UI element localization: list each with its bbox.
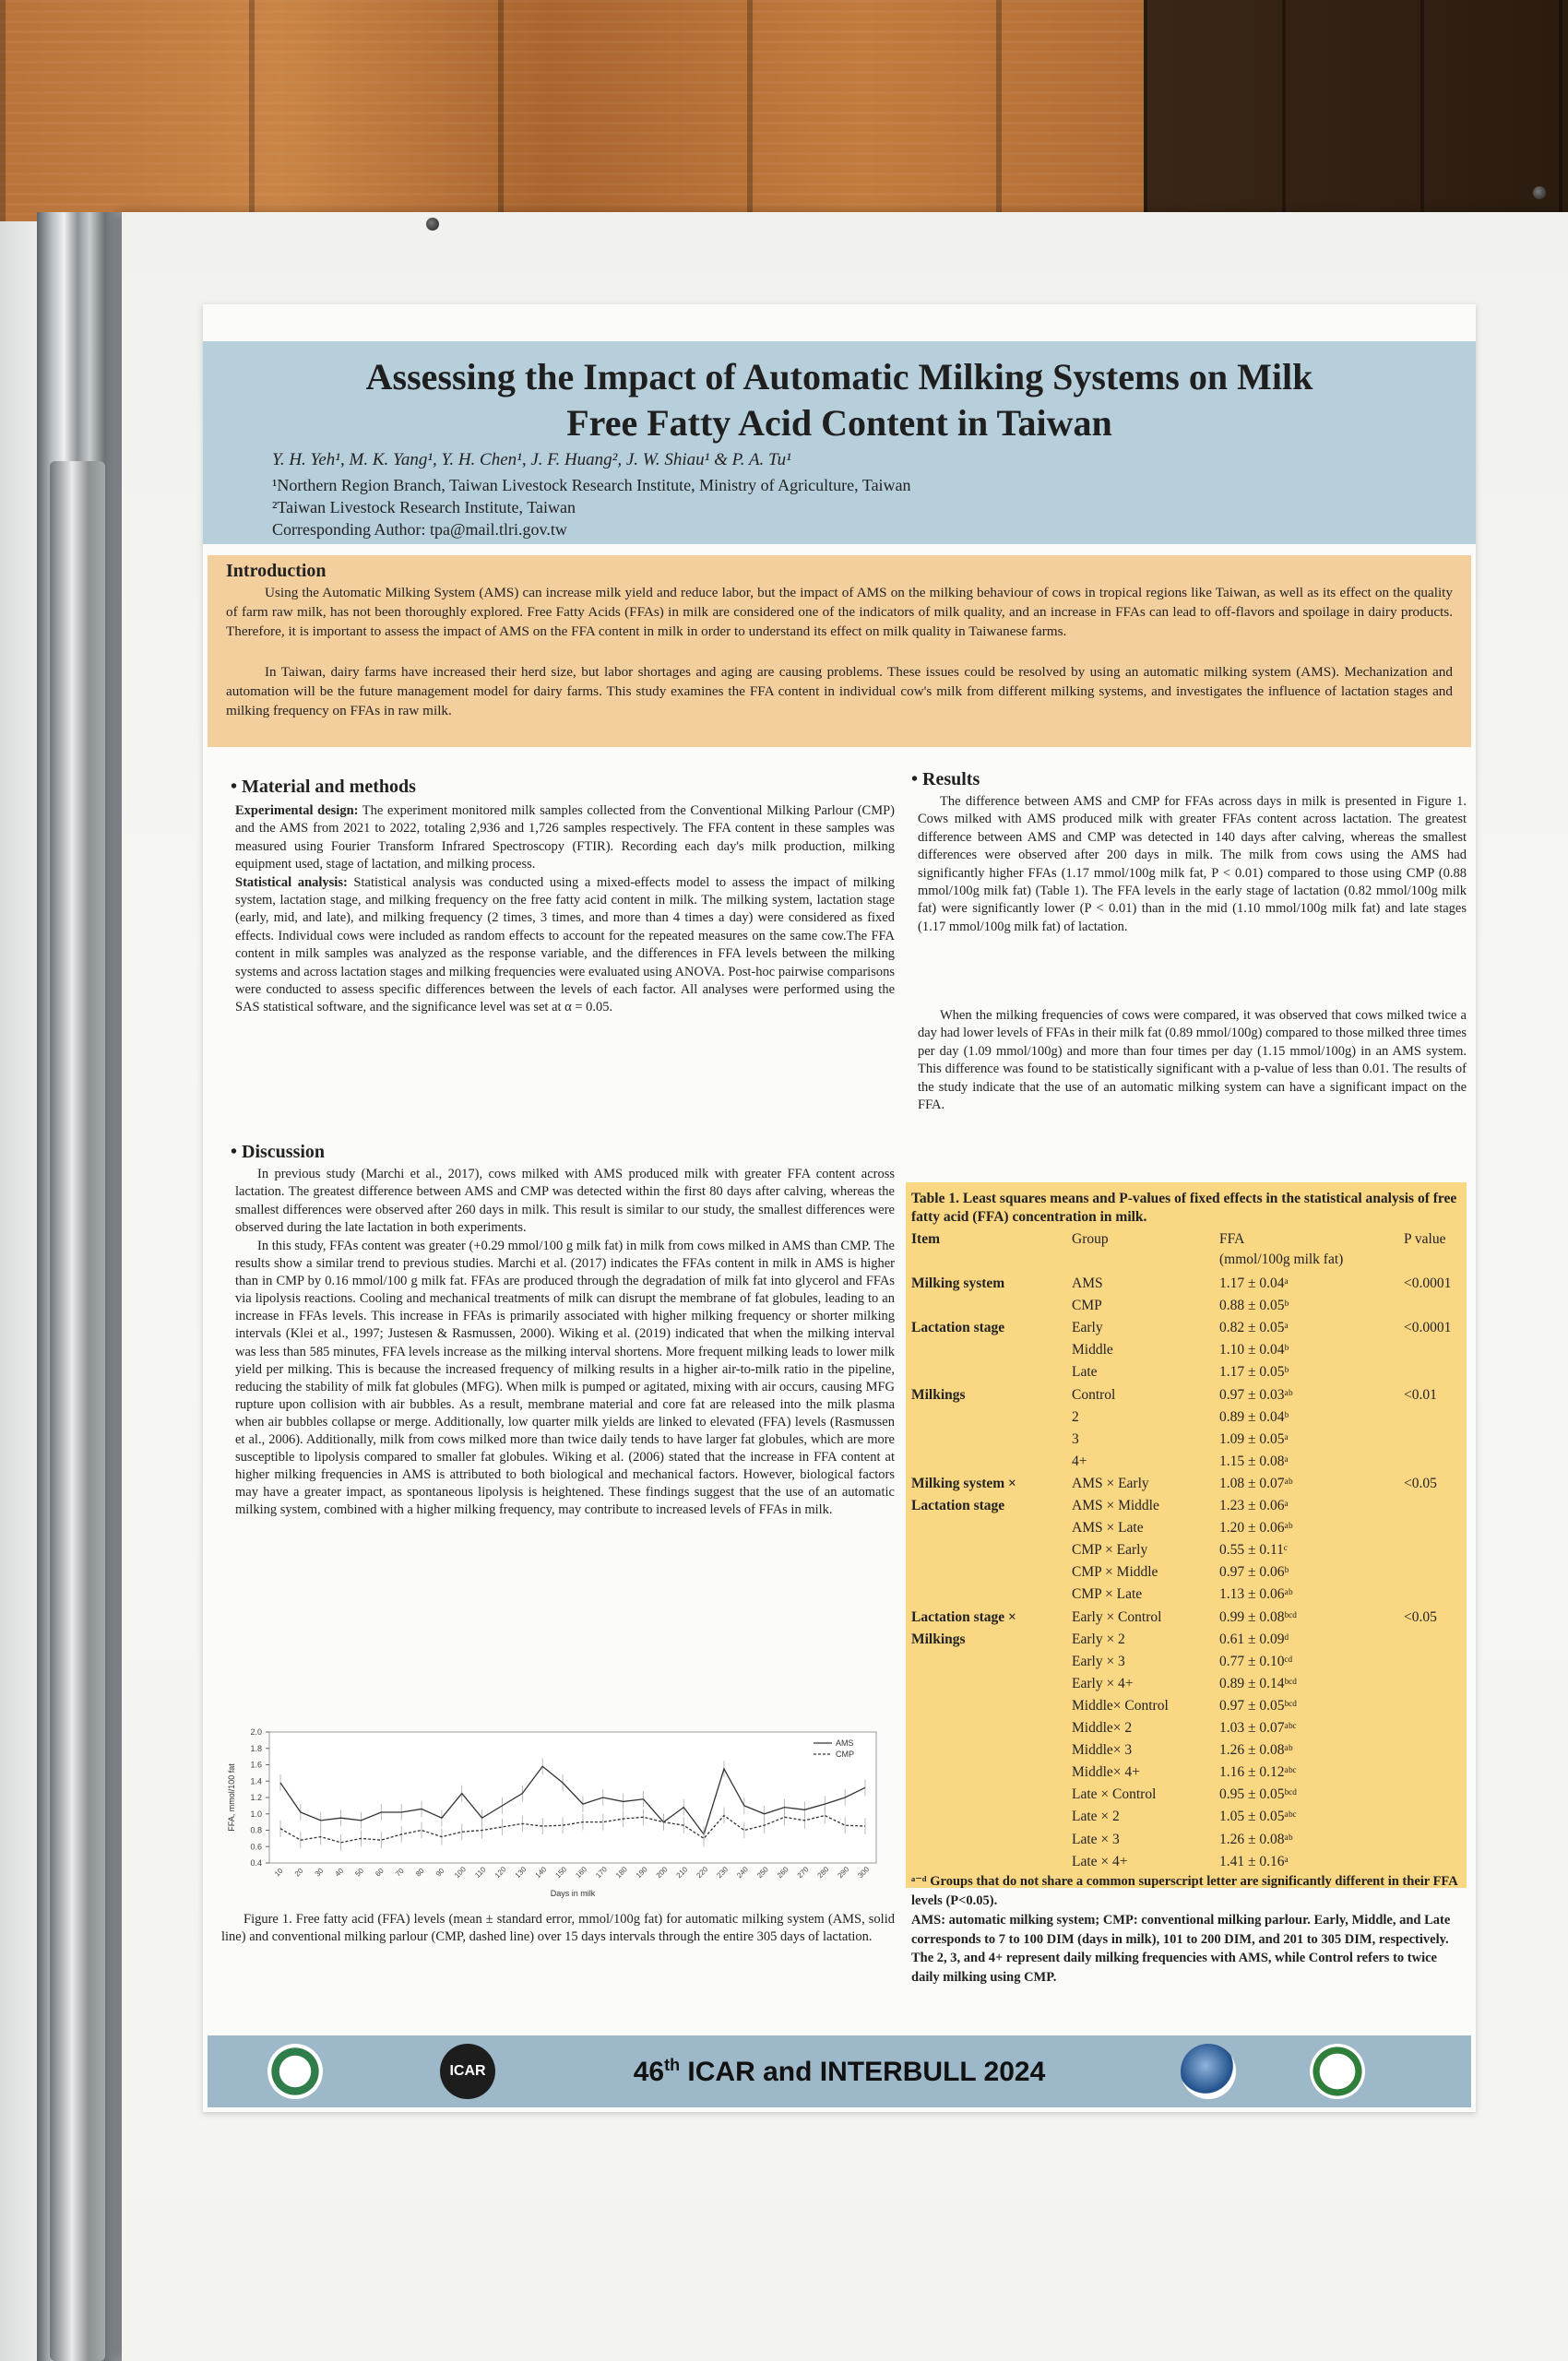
row-ffa: 1.15 ± 0.08ᵃ	[1219, 1453, 1289, 1469]
table-row	[906, 1717, 1467, 1739]
discussion-paragraph-2: In this study, FFAs content was greater (+0.29 mmol/100 g milk fat) in milk from cows milked in AMS than CMP. The results show a similar trend to previous studies. Marchi et al. (2017) indicates the FFAs content in milk in AMS is higher than in CMP by 0.16 mmol/100 g milk fat. FFAs are produced through the degradation of milk fat into glycerol and FFAs via lipolysis reactions. Cooling and mechanical treatments of milk can disrupt the membrane of fat globules, leading to an increase in FFAs levels. This increase in FFAs is primarily associated with higher milking frequency or shorter milking intervals (Klei et al., 1997; Justesen & Rasmussen, 2000). Wiking et al. (2019) indicated that when the milking interval was less than 585 minutes, FFA levels increase as the milking interval shortens. More frequent milking leads to lower milk yield per milking. This is because the increased frequency of milking results in a higher air-to-milk ratio in the pipeline, reducing the stability of milk fat globules (MFG). When milk is pumped or agitated, mixing with air occurs, causing MFG rupture upon collision with air bubbles. As a result, membrane material and core fat are released into the milk plasma when air bubbles collapse or merge. Additionally, low quarter milk yields are linked to elevated (FFA) levels (Rasmussen et al., 2006). Additionally, milk from cows milked more than twice daily tends to have larger fat globules, which are more susceptible to lipolysis compared to smaller fat globules. Wiking et al. (2006) stated that the increase in FFA content at higher milking frequencies in AMS is attributed to both biological and mechanical factors. However, biological factors may have a greater impact, as spontaneous lipolysis is heightened. These findings suggest that the use of an automatic milking system, combined with a higher milking frequency, may contribute to increased levels of FFAs in milk.	[235, 1239, 895, 1518]
introduction-section	[208, 555, 1471, 747]
row-ffa: 0.95 ± 0.05ᵇᶜᵈ	[1219, 1786, 1298, 1803]
row-ffa: 1.09 ± 0.05ᵃ	[1219, 1430, 1289, 1447]
row-p-value: <0.05	[1404, 1608, 1437, 1625]
table-header-unit-row	[906, 1249, 1467, 1271]
figure-caption: Figure 1. Free fatty acid (FFA) levels (mean ± standard error, mmol/100g fat) for automatic milking system (AMS, solid line) and conventional milking parlour (CMP, dashed line) over 15 days intervals through the entire 305 days of lactation.	[221, 1912, 895, 1944]
legend-label: CMP	[836, 1750, 854, 1759]
results-paragraph-2: When the milking frequencies of cows were compared, it was observed that cows milked twice a day had lower levels of FFAs in their milk fat (0.89 mmol/100g) compared to those milked three times per day (1.09 mmol/100g) and more than four times per day (1.15 mmol/100g) in an AMS system. This difference was found to be statistically significant with a p-value of less than 0.01. The results of the study indicate that the use of an automatic milking system can have a significant impact on the FFA.	[918, 1008, 1467, 1113]
table-footnote-1: ᵃ⁻ᵈ Groups that do not share a common superscript letter are significantly different in their FFA levels (P<0.05).	[911, 1874, 1457, 1908]
row-group: Early × 4+	[1072, 1675, 1134, 1691]
table-row	[906, 1695, 1467, 1717]
table-row	[906, 1361, 1467, 1383]
title-line-2: Free Fatty Acid Content in Taiwan	[566, 402, 1112, 444]
introduction-paragraph-2: In Taiwan, dairy farms have increased their herd size, but labor shortages and aging are causing problems. These issues could be resolved by using an automatic milking system (AMS). Mechanization and automation will be the future management model for dairy farms. This study examines the FFA content in individual cow's milk from different milking systems, and investigates the influence of lactation stages and milking frequency on FFAs in raw milk.	[226, 664, 1453, 718]
x-tick-label: 180	[613, 1865, 629, 1880]
row-ffa: 0.61 ± 0.09ᵈ	[1219, 1631, 1289, 1647]
discussion-heading: • Discussion	[231, 1142, 326, 1162]
x-tick-label: 30	[313, 1866, 326, 1879]
row-group: CMP × Late	[1072, 1586, 1143, 1603]
x-tick-label: 300	[856, 1865, 872, 1880]
row-group: AMS	[1072, 1275, 1103, 1291]
x-tick-label: 270	[795, 1865, 811, 1880]
table-row	[906, 1473, 1467, 1495]
row-ffa: 0.82 ± 0.05ᵃ	[1219, 1320, 1289, 1336]
row-ffa: 0.97 ± 0.05ᵇᶜᵈ	[1219, 1697, 1298, 1714]
header-group: Group	[1072, 1231, 1109, 1247]
table-row	[906, 1829, 1467, 1851]
row-p-value: <0.01	[1404, 1386, 1437, 1403]
x-tick-label: 140	[533, 1865, 549, 1880]
row-ffa: 1.10 ± 0.04ᵇ	[1219, 1342, 1289, 1358]
row-ffa: 1.03 ± 0.07ᵃᵇᶜ	[1219, 1720, 1297, 1736]
row-group: Late × 4+	[1072, 1853, 1128, 1869]
row-ffa: 1.08 ± 0.07ᵃᵇ	[1219, 1475, 1293, 1491]
row-group: Middle× 3	[1072, 1742, 1133, 1759]
table-header-row	[906, 1228, 1467, 1251]
table-row	[906, 1517, 1467, 1539]
table-row	[906, 1339, 1467, 1361]
table-row	[906, 1784, 1467, 1806]
stats-label: Statistical analysis:	[235, 874, 348, 890]
conference-number: 46	[633, 2057, 665, 2087]
x-tick-label: 290	[836, 1865, 851, 1880]
figure-1-chart	[221, 1725, 895, 1900]
row-ffa: 1.16 ± 0.12ᵃᵇᶜ	[1219, 1764, 1297, 1781]
row-group: Late × 3	[1072, 1831, 1120, 1847]
title-line-1: Assessing the Impact of Automatic Milking Systems on Milk	[365, 356, 1313, 397]
row-group: Middle	[1072, 1342, 1113, 1358]
table-footnote-2: AMS: automatic milking system; CMP: conventional milking parlour. Early, Middle, and Late corresponds to 7 to 100 DIM (days in milk), 101 to 200 DIM, and 201 to 305 DIM, respectively. The 2, 3, and 4+ represent daily milking frequencies with AMS, while Control refers to twice daily milking using CMP.	[911, 1913, 1451, 1985]
legend-label: AMS	[836, 1738, 854, 1748]
x-tick-label: 160	[574, 1865, 589, 1880]
x-tick-label: 220	[695, 1865, 710, 1880]
row-ffa: 0.89 ± 0.14ᵇᶜᵈ	[1219, 1675, 1298, 1691]
pole-bar	[50, 461, 105, 2361]
table-row	[906, 1806, 1467, 1828]
y-tick-label: 1.0	[250, 1809, 262, 1819]
row-p-value: <0.0001	[1404, 1275, 1452, 1291]
row-group: Late	[1072, 1364, 1098, 1381]
table-row	[906, 1739, 1467, 1762]
row-group: Late × 2	[1072, 1809, 1120, 1825]
table-row	[906, 1762, 1467, 1784]
x-tick-label: 240	[735, 1865, 750, 1880]
header-ffa: FFA	[1219, 1231, 1245, 1247]
x-tick-label: 230	[715, 1865, 731, 1880]
x-tick-label: 10	[272, 1866, 285, 1879]
x-tick-label: 190	[634, 1865, 649, 1880]
icar-logo: ICAR	[440, 2044, 495, 2099]
row-ffa: 1.13 ± 0.06ᵃᵇ	[1219, 1586, 1293, 1603]
row-ffa: 0.88 ± 0.05ᵇ	[1219, 1298, 1289, 1314]
row-ffa: 0.99 ± 0.08ᵇᶜᵈ	[1219, 1608, 1298, 1625]
row-p-value: <0.05	[1404, 1475, 1437, 1491]
row-group: 3	[1072, 1430, 1079, 1447]
table-row	[906, 1607, 1467, 1629]
results-heading: • Results	[911, 769, 980, 789]
row-item: Milking system	[911, 1275, 1005, 1291]
row-ffa: 1.17 ± 0.04ᵃ	[1219, 1275, 1289, 1291]
table-row	[906, 1495, 1467, 1517]
discussion-paragraph-1: In previous study (Marchi et al., 2017), cows milked with AMS produced milk with greater FFA content across lactation. The greatest difference between AMS and CMP was detected within the first 80 days after calving, whereas the smallest differences were observed after 260 days in milk. This result is similar to our study, the smallest differences were observed during the late lactation in both experiments.	[235, 1167, 895, 1236]
x-axis-label: Days in milk	[550, 1889, 596, 1898]
table-row	[906, 1673, 1467, 1695]
x-tick-label: 120	[493, 1865, 508, 1880]
y-tick-label: 1.2	[250, 1793, 262, 1802]
row-ffa: 0.55 ± 0.11ᶜ	[1219, 1542, 1288, 1559]
table-row	[906, 1561, 1467, 1584]
header-p-value: P value	[1404, 1231, 1446, 1247]
row-ffa: 0.97 ± 0.06ᵇ	[1219, 1564, 1289, 1581]
y-tick-label: 1.6	[250, 1760, 262, 1770]
methods-heading: • Material and methods	[231, 777, 416, 797]
x-tick-label: 40	[333, 1866, 346, 1879]
table-1	[906, 1182, 1467, 1985]
x-tick-label: 90	[434, 1866, 446, 1879]
row-group: Late × Control	[1072, 1786, 1157, 1803]
row-ffa: 0.89 ± 0.04ᵇ	[1219, 1408, 1289, 1425]
corresponding-author: Corresponding Author: tpa@mail.tlri.gov.tw	[272, 520, 567, 539]
pin	[1533, 186, 1546, 199]
row-group: AMS × Late	[1072, 1520, 1144, 1536]
row-ffa: 0.97 ± 0.03ᵃᵇ	[1219, 1386, 1293, 1403]
row-ffa: 1.26 ± 0.08ᵃᵇ	[1219, 1831, 1293, 1847]
row-ffa: 1.17 ± 0.05ᵇ	[1219, 1364, 1289, 1381]
row-ffa: 1.05 ± 0.05ᵃᵇᶜ	[1219, 1809, 1297, 1825]
row-group: 4+	[1072, 1453, 1087, 1469]
design-text: The experiment monitored milk samples collected from the Conventional Milking Parlour (CMP) and the AMS from 2021 to 2022, totaling 2,936 and 1,726 samples respectively. The FFA content in these samples was measured using Fourier Transform Infrared Spectroscopy (FTIR). Recording each day's milk production, milking equipment used, stage of lactation, and milking process.	[235, 803, 895, 872]
table-row	[906, 1317, 1467, 1339]
table-row	[906, 1584, 1467, 1606]
table-row	[906, 1539, 1467, 1561]
row-group: AMS × Middle	[1072, 1498, 1159, 1513]
row-ffa: 0.77 ± 0.10ᶜᵈ	[1219, 1653, 1293, 1669]
x-tick-label: 20	[292, 1866, 305, 1879]
row-group: Early × 3	[1072, 1653, 1125, 1669]
y-axis-label: FFA, mmol/100 fat	[227, 1763, 236, 1832]
x-tick-label: 210	[674, 1865, 690, 1880]
affiliation-2: ²Taiwan Livestock Research Institute, Taiwan	[272, 498, 576, 516]
x-tick-label: 170	[594, 1865, 609, 1880]
x-tick-label: 100	[453, 1865, 468, 1880]
y-tick-label: 0.4	[250, 1858, 262, 1868]
row-group: CMP × Early	[1072, 1542, 1148, 1559]
y-tick-label: 1.8	[250, 1743, 262, 1753]
row-item: Milkings	[911, 1386, 966, 1403]
y-tick-label: 2.0	[250, 1727, 262, 1737]
table-row	[906, 1429, 1467, 1451]
table-row	[906, 1851, 1467, 1873]
plot-area	[269, 1732, 876, 1863]
y-tick-label: 0.6	[250, 1842, 262, 1852]
conference-title	[208, 2056, 1471, 2088]
poster-header	[203, 341, 1476, 544]
x-tick-label: 110	[473, 1865, 488, 1880]
x-tick-label: 130	[513, 1865, 529, 1880]
table-row	[906, 1651, 1467, 1673]
row-item: Lactation stage ×	[911, 1608, 1016, 1625]
x-tick-label: 150	[553, 1865, 569, 1880]
authors: Y. H. Yeh¹, M. K. Yang¹, Y. H. Chen¹, J. F. Huang², J. W. Shiau¹ & P. A. Tu¹	[272, 450, 791, 469]
x-tick-label: 250	[755, 1865, 770, 1880]
row-group: Early × Control	[1072, 1608, 1162, 1625]
table-title: Table 1. Least squares means and P-values of fixed effects in the statistical analysis of free fatty acid (FFA) concentration in milk.	[911, 1191, 1457, 1225]
row-group: Middle× Control	[1072, 1697, 1169, 1714]
row-group: Control	[1072, 1386, 1116, 1403]
table-row	[906, 1406, 1467, 1429]
introduction-heading: Introduction	[226, 561, 327, 581]
table-row	[906, 1273, 1467, 1295]
row-ffa: 1.26 ± 0.08ᵃᵇ	[1219, 1742, 1293, 1759]
left-board	[0, 221, 37, 2361]
introduction-paragraph-1: Using the Automatic Milking System (AMS) can increase milk yield and reduce labor, but the impact of AMS on the milking behaviour of cows in tropical regions like Taiwan, as well as its effect on the quality of farm raw milk, has not been thoroughly explored. Free Fatty Acids (FFAs) in milk are considered one of the indicators of milk quality, and an increase in FFAs can lead to off-flavors and spoilage in dairy products. Therefore, it is important to assess the impact of AMS on the FFA content in milk in order to understand its effect on milk quality in Taiwanese farms.	[226, 585, 1453, 639]
x-tick-label: 200	[654, 1865, 670, 1880]
affiliation-1: ¹Northern Region Branch, Taiwan Livestock Research Institute, Ministry of Agriculture, Taiwan	[272, 476, 911, 494]
coa-logo	[1310, 2044, 1365, 2099]
row-ffa: 1.20 ± 0.06ᵃᵇ	[1219, 1520, 1293, 1536]
pin	[426, 218, 439, 231]
row-group: Middle× 4+	[1072, 1764, 1140, 1781]
row-group: CMP × Middle	[1072, 1564, 1158, 1581]
row-group: CMP	[1072, 1298, 1102, 1314]
row-item: Lactation stage	[911, 1320, 1005, 1336]
header-ffa-unit: (mmol/100g milk fat)	[1219, 1252, 1344, 1267]
stats-text: Statistical analysis was conducted using a mixed-effects model to assess the impact of milking system, lactation stage, and milking frequency on the free fatty acid content in milk. The milking system, lactation stage (early, mid, and late), and milking frequency (2 times, 3 times, and more than 4 times a day) were considered as fixed effects. Individual cows were included as random effects to account for the repeated measures on the same cow.The FFA content in milk samples was analyzed as the response variable, and the differences in FFA levels between the milking systems and across lactation stages and milking frequencies were evaluated using ANOVA. Post-hoc pairwise comparisons were conducted to assess specific differences between the levels of each factor. All analyses were performed using the SAS statistical software, and the significance level was set at α = 0.05.	[235, 874, 895, 1015]
x-tick-label: 70	[394, 1866, 406, 1879]
row-group: Early	[1072, 1320, 1103, 1336]
row-group: Middle× 2	[1072, 1720, 1133, 1736]
header-item: Item	[911, 1231, 940, 1247]
poster-title	[203, 354, 1476, 446]
row-item: Milking system ×	[911, 1475, 1016, 1491]
design-label: Experimental design:	[235, 803, 359, 818]
row-group: Early × 2	[1072, 1631, 1125, 1647]
conference-ordinal: th	[664, 2056, 681, 2074]
row-ffa: 1.23 ± 0.06ᵃ	[1219, 1498, 1289, 1513]
row-item: Lactation stage	[911, 1498, 1005, 1513]
x-tick-label: 60	[374, 1866, 386, 1879]
table-row	[906, 1451, 1467, 1473]
poster	[203, 304, 1476, 2112]
row-group: AMS × Early	[1072, 1475, 1149, 1491]
poster-footer	[208, 2035, 1471, 2107]
row-p-value: <0.0001	[1404, 1320, 1452, 1336]
methods-text	[235, 802, 895, 1017]
conference-name: ICAR and INTERBULL 2024	[680, 2057, 1046, 2087]
x-tick-label: 260	[775, 1865, 790, 1880]
table-row	[906, 1384, 1467, 1406]
table-row	[906, 1629, 1467, 1651]
x-tick-label: 280	[815, 1865, 831, 1880]
y-tick-label: 1.4	[250, 1776, 262, 1786]
row-item: Milkings	[911, 1631, 966, 1647]
table-row	[906, 1295, 1467, 1317]
y-tick-label: 0.8	[250, 1825, 262, 1835]
x-tick-label: 50	[353, 1866, 366, 1879]
row-ffa: 1.41 ± 0.16ᵃ	[1219, 1853, 1289, 1869]
results-paragraph-1: The difference between AMS and CMP for FFAs across days in milk is presented in Figure 1. Cows milked with AMS produced milk with greater FFAs content across lactation. The greatest difference between AMS and CMP was detected in 140 days after calving, whereas the smallest differences were observed after 200 days in milk. The milk from cows using the AMS had significantly higher FFAs (1.17 mmol/100g milk fat, P < 0.01) compared to those using CMP (0.88 mmol/100g milk fat) (Table 1). The FFA levels in the early stage of lactation (0.82 mmol/100g milk fat) were significantly lower (P < 0.01) than in the mid (1.10 mmol/100g milk fat) and late stages (1.17 mmol/100g milk fat) of lactation.	[918, 794, 1467, 934]
interbull-logo	[1181, 2044, 1236, 2099]
x-tick-label: 80	[413, 1866, 426, 1879]
row-group: 2	[1072, 1408, 1079, 1425]
